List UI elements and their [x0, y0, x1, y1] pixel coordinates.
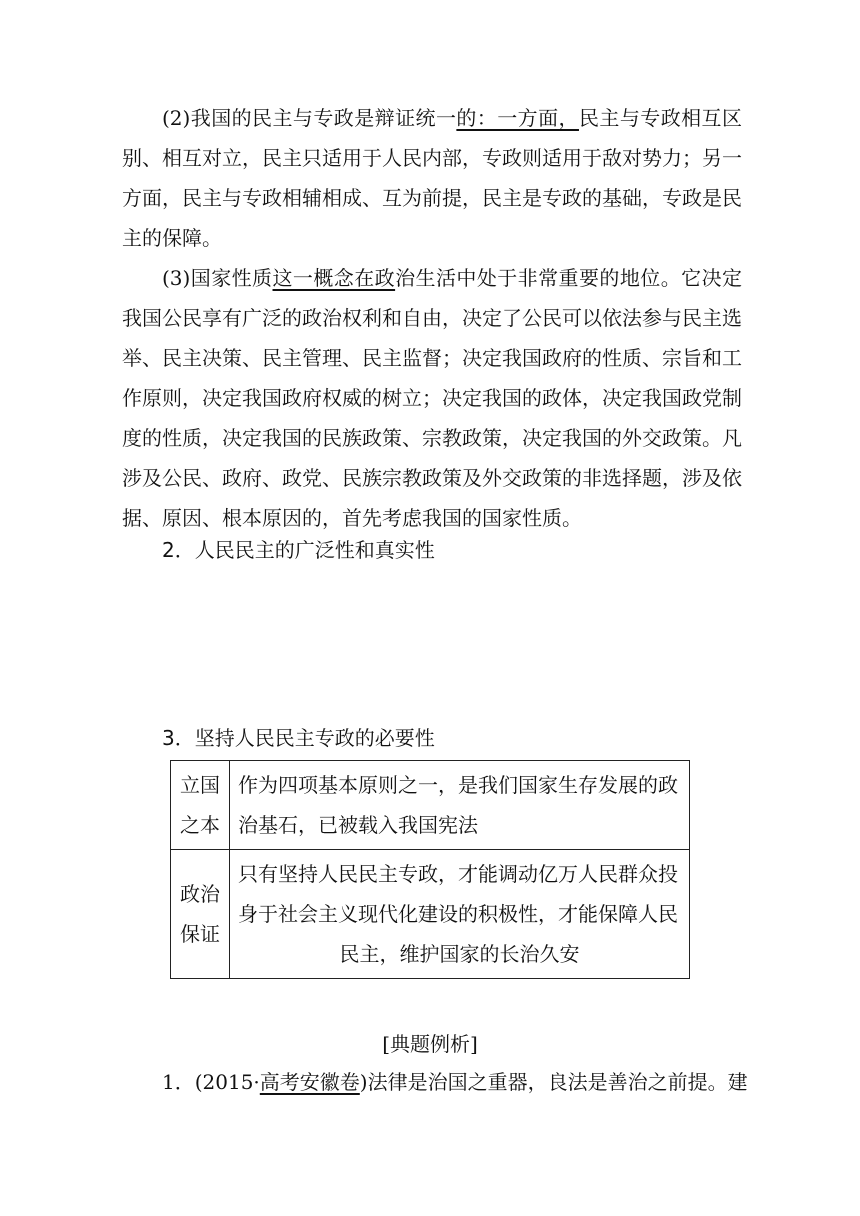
- paragraph-text: 民主与专政相互区别、相互对立，民主只适用于人民内部，专政则适用于敌对势力；另一方面，民主与专政相辅相成、互为前提，民主是专政的基础，专政是民主的保障。: [122, 106, 742, 250]
- paragraph-state-nature: [122, 258, 742, 538]
- section-heading-2: 2．人民民主的广泛性和真实性: [162, 538, 435, 562]
- question-text: 1．(2015·: [162, 1070, 260, 1094]
- table-cell-text: 民主，维护国家的长治久安: [339, 942, 580, 966]
- section-heading-3: 3．坚持人民民主专政的必要性: [162, 726, 435, 750]
- question-text: )法律是治国之重器，良法是善治之前提。建: [359, 1070, 748, 1094]
- table-cell-text: 只有坚持人民民主专政，才能调动亿万人民群众投身于社会主义现代化建设的积极性，才能保障人民: [238, 862, 678, 926]
- table-row: [171, 761, 690, 850]
- underlined-link-text: 高考安徽卷: [259, 1070, 360, 1094]
- paragraph-text: (3)国家性质: [162, 266, 273, 290]
- table-cell-label: 政治保证: [171, 850, 230, 979]
- paragraph-text: (2)我国的民主与专政是辩证统一: [162, 106, 457, 130]
- table-cell-label: 立国之本: [171, 761, 230, 850]
- underlined-text: 这一概念在政: [272, 266, 396, 290]
- question-1: [162, 1062, 748, 1102]
- table-cell-content: 作为四项基本原则之一，是我们国家生存发展的政治基石，已被载入我国宪法: [230, 761, 690, 850]
- table-row: [171, 850, 690, 979]
- underlined-text: 的：一方面，: [456, 106, 579, 130]
- table-cell-content: [230, 850, 690, 979]
- paragraph-dialectical-unity: [122, 98, 742, 258]
- example-title: [典题例析]: [382, 1032, 478, 1056]
- necessity-table: [170, 760, 690, 979]
- paragraph-text: 治生活中处于非常重要的地位。它决定我国公民享有广泛的政治权利和自由，决定了公民可以依法参与民主选举、民主决策、民主管理、民主监督；决定我国政府的性质、宗旨和工作原则，决定我国政府权威的树立；决定我国的政体，决定我国政党制度的性质，决定我国的民族政策、宗教政策，决定我国的外交政策。凡涉及公民、政府、政党、民族宗教政策及外交政策的非选择题，涉及依据、原因、根本原因的，首先考虑我国的国家性质。: [122, 266, 743, 530]
